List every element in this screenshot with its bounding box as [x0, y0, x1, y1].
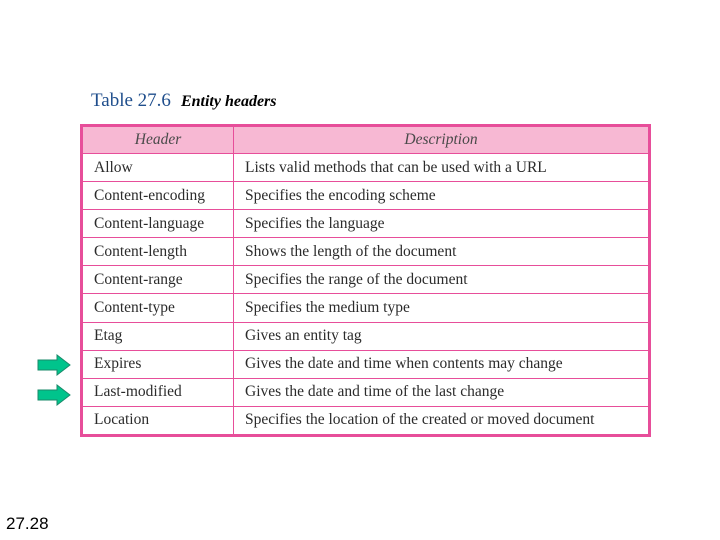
description-cell: Gives an entity tag	[234, 322, 649, 350]
table-row	[83, 406, 649, 434]
caption-number: Table 27.6	[91, 90, 171, 111]
header-cell: Etag	[83, 322, 234, 350]
header-cell: Last-modified	[83, 378, 234, 406]
description-cell: Specifies the encoding scheme	[234, 182, 649, 210]
table-row	[83, 322, 649, 350]
header-cell: Expires	[83, 350, 234, 378]
column-header-description: Description	[234, 127, 649, 154]
header-cell: Location	[83, 406, 234, 434]
header-cell: Content-type	[83, 294, 234, 322]
description-cell: Shows the length of the document	[234, 238, 649, 266]
table-header-row	[83, 127, 649, 154]
right-arrow-icon	[37, 384, 71, 406]
description-cell: Gives the date and time of the last change	[234, 378, 649, 406]
entity-headers-table	[80, 124, 651, 437]
header-cell: Content-encoding	[83, 182, 234, 210]
table-row	[83, 182, 649, 210]
description-cell: Specifies the range of the document	[234, 266, 649, 294]
table-row	[83, 294, 649, 322]
table-row	[83, 210, 649, 238]
right-arrow-icon	[37, 354, 71, 376]
description-cell: Specifies the location of the created or moved document	[234, 406, 649, 434]
table-row	[83, 154, 649, 182]
table-caption	[91, 90, 277, 112]
table-row	[83, 266, 649, 294]
description-cell: Specifies the medium type	[234, 294, 649, 322]
table-row	[83, 378, 649, 406]
caption-title: Entity headers	[180, 93, 277, 110]
header-cell: Content-language	[83, 210, 234, 238]
description-cell: Lists valid methods that can be used with a URL	[234, 154, 649, 182]
column-header-header: Header	[83, 127, 234, 154]
table-row	[83, 350, 649, 378]
header-cell: Allow	[83, 154, 234, 182]
table-row	[83, 238, 649, 266]
slide-number: 27.28	[6, 514, 49, 533]
header-cell: Content-range	[83, 266, 234, 294]
header-cell: Content-length	[83, 238, 234, 266]
description-cell: Specifies the language	[234, 210, 649, 238]
description-cell: Gives the date and time when contents may change	[234, 350, 649, 378]
